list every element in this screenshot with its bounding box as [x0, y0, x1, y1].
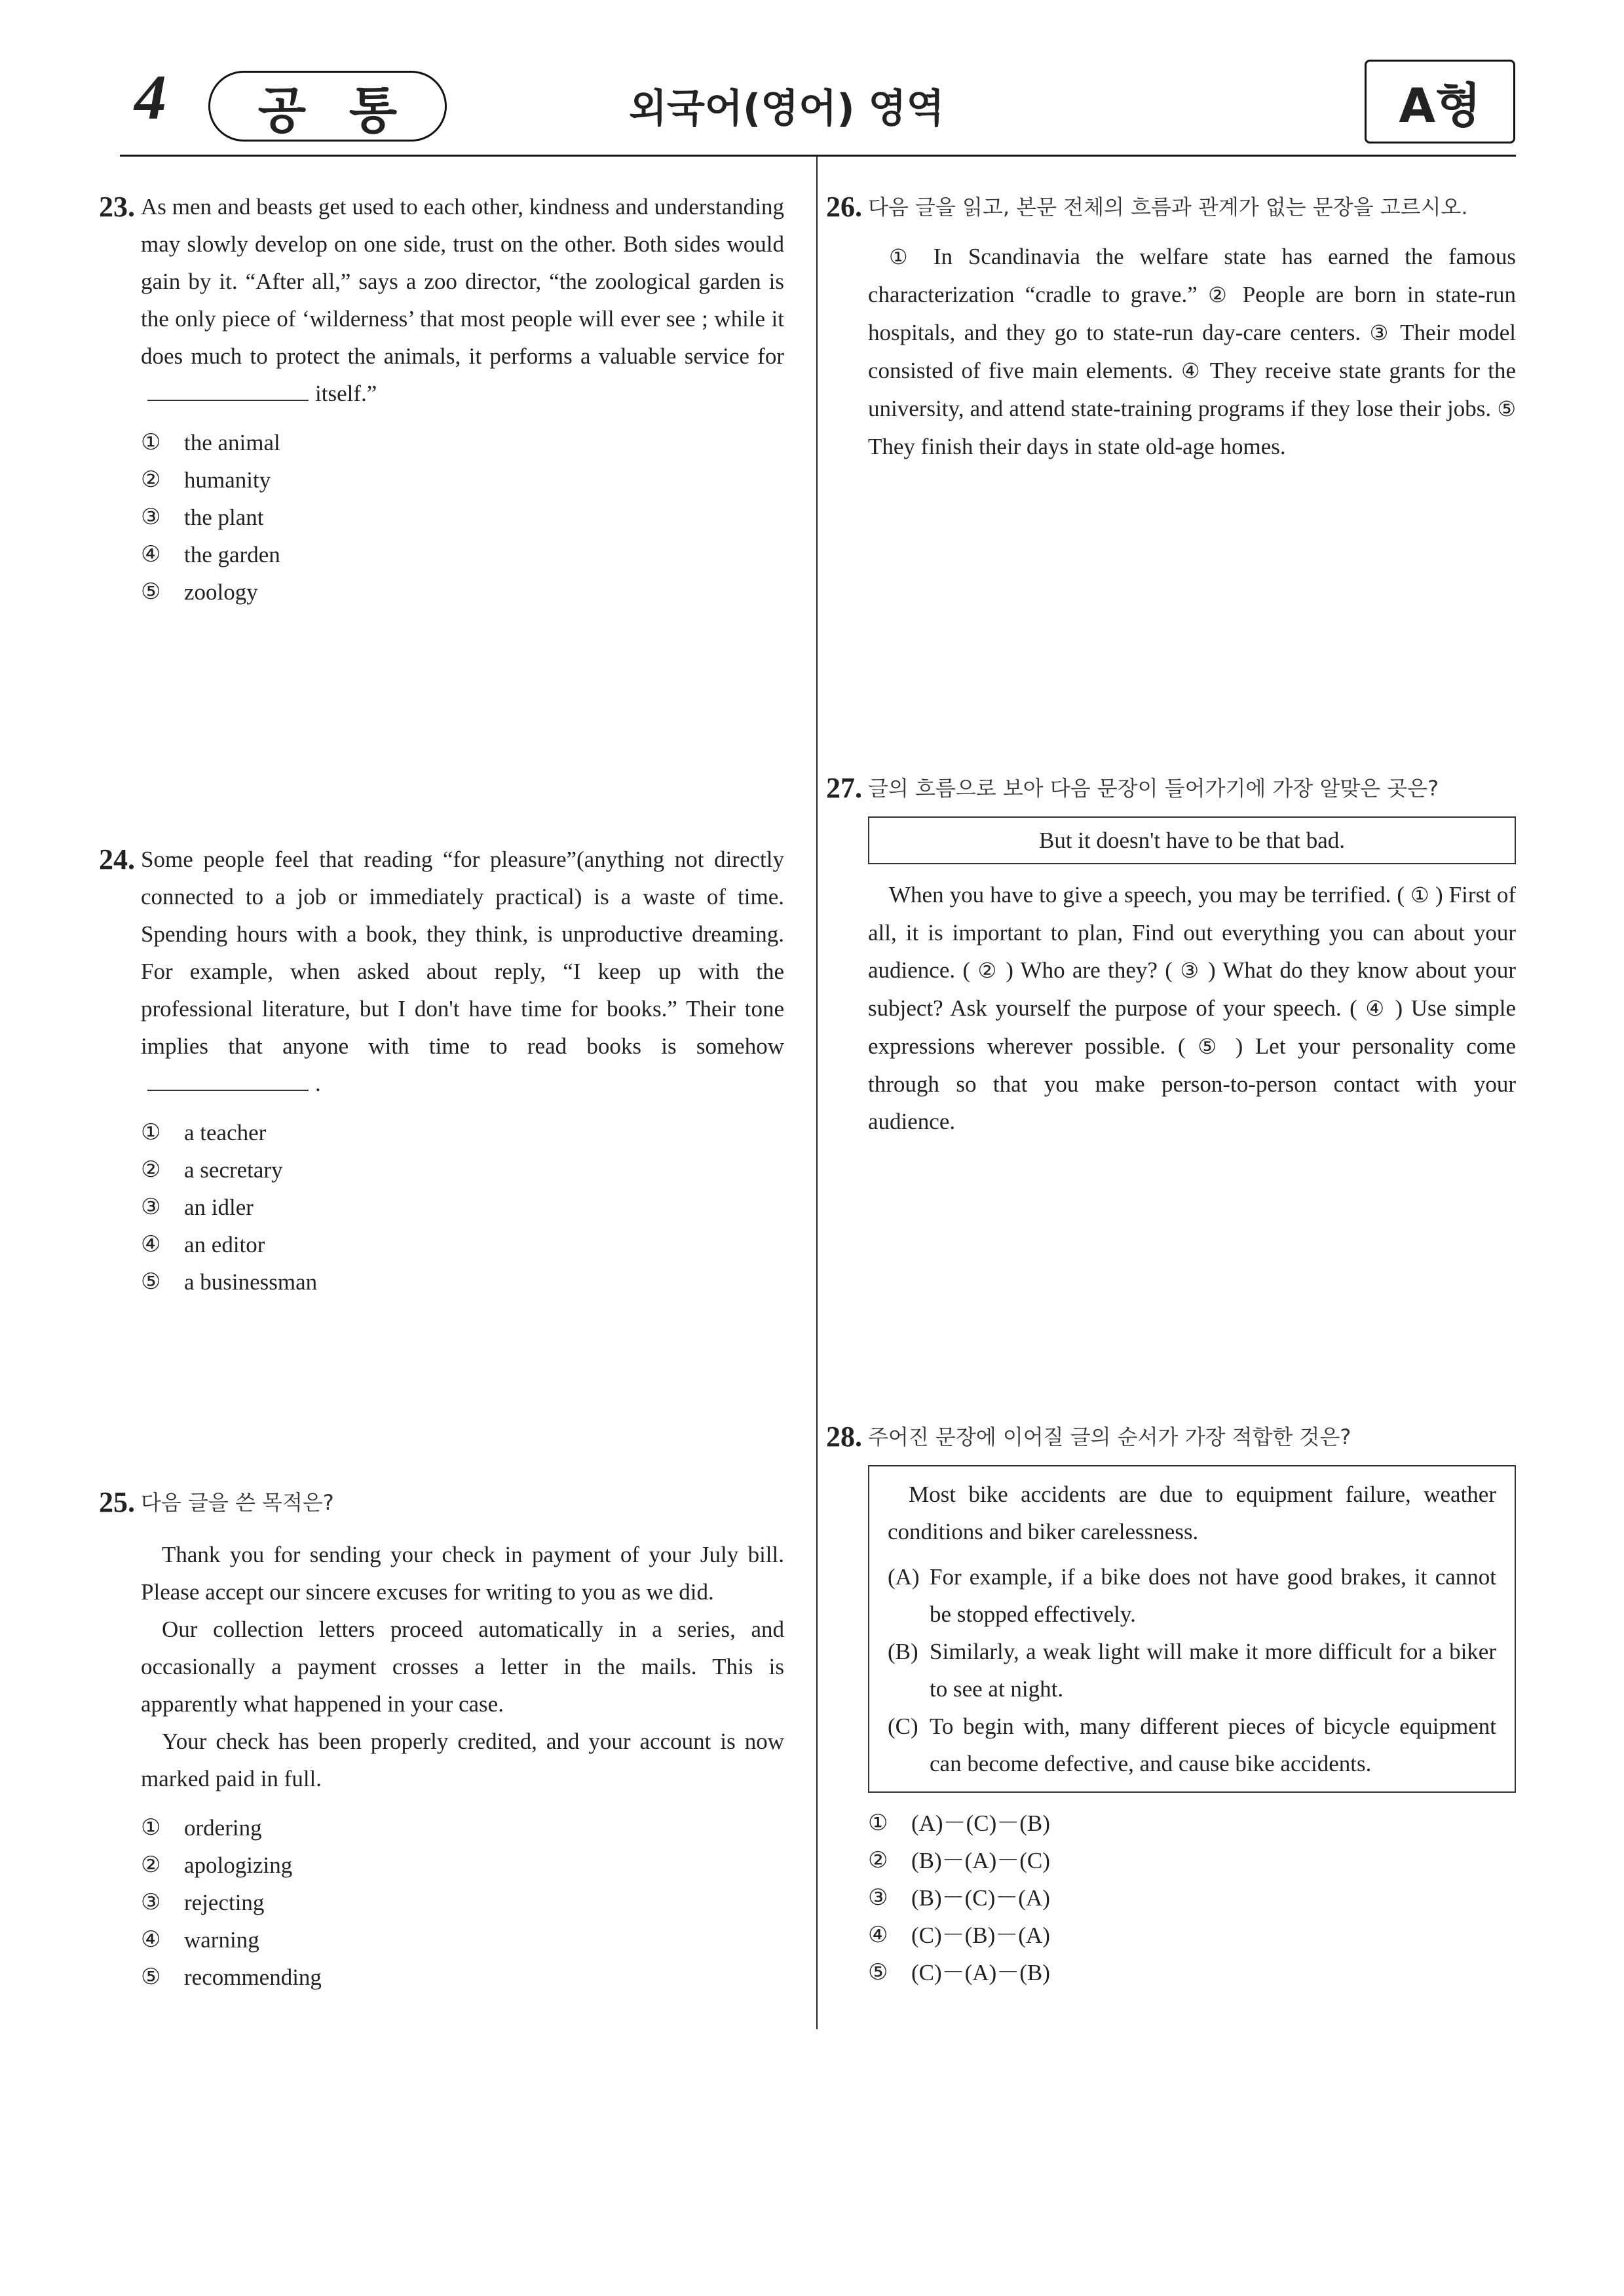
answer-choice[interactable]: ② a secretary — [141, 1157, 283, 1183]
answer-choice[interactable]: ⑤ a businessman — [141, 1269, 318, 1295]
answer-choices — [847, 1805, 1516, 1991]
question-25 — [99, 1483, 784, 1996]
sentence-marker: ④ — [1181, 358, 1203, 383]
insertion-point[interactable]: ④ — [1365, 996, 1387, 1021]
sentence-marker: ① — [889, 244, 918, 269]
answer-choice[interactable]: ⑤ (C)－(A)－(B) — [868, 1959, 1050, 1985]
passage-sentence: They receive state grants for the university, and attend state-training programs if they lose their jobs. — [868, 358, 1517, 421]
passage-box — [868, 1465, 1516, 1793]
insertion-point[interactable]: ⑤ — [1198, 1034, 1223, 1059]
subject-badge — [208, 71, 447, 142]
page-title: 외국어(영어) 영역 — [629, 86, 945, 132]
question-number: 28. — [826, 1421, 862, 1453]
passage-paragraph: Your check has been properly credited, and your account is now marked paid in full. — [141, 1729, 784, 1791]
answer-choice[interactable]: ① (A)－(C)－(B) — [868, 1810, 1050, 1836]
answer-choice[interactable]: ④ warning — [141, 1926, 259, 1953]
answer-blank — [147, 1070, 309, 1091]
passage-sentence: People are born in state-run hospitals, and they go to state-run day-care centers. — [868, 282, 1517, 345]
answer-blank — [147, 380, 309, 401]
question-prompt: 다음 글을 쓴 목적은? — [141, 1490, 334, 1515]
subject-char-1: 공 — [257, 81, 307, 140]
passage: When you have to give a speech, you may be terrified. ( ① ) First of all, it is important to plan, Find out everything you can about your audience. ( ② ) Who are they? ( ③ ) What do they know about your subject? Ask yourself the purpose of your speech. ( ④ ) Use simple expressions wherever possible. ( ⑤ ) Let your personality come through so that you make person-to-person contact with your audience. — [868, 882, 1517, 1134]
answer-choice[interactable]: ③ the plant — [141, 504, 264, 530]
sentence-marker: ⑤ — [1497, 396, 1517, 421]
passage-sentence: Their model consisted of five main elements. — [868, 320, 1517, 383]
answer-choice[interactable]: ① the animal — [141, 429, 280, 455]
question-stem-end: itself.” — [315, 381, 377, 406]
question-27 — [826, 769, 1517, 1140]
answer-choice[interactable]: ③ an idler — [141, 1194, 254, 1220]
question-prompt: 다음 글을 읽고, 본문 전체의 흐름과 관계가 없는 문장을 고르시오. — [868, 195, 1468, 220]
passage-sentence: They finish their days in state old-age homes. — [868, 434, 1286, 459]
paragraph-option-c: (C) To begin with, many different pieces of bicycle equipment can become defective, and cause bike accidents. — [888, 1713, 1496, 1776]
question-number: 25. — [99, 1486, 135, 1518]
answer-choices — [120, 1114, 784, 1301]
column-divider — [816, 157, 818, 2029]
insertion-point[interactable]: ① — [1410, 883, 1429, 908]
question-number: 24. — [99, 843, 135, 875]
question-prompt: 주어진 문장에 이어질 글의 순서가 가장 적합한 것은? — [868, 1425, 1351, 1449]
question-stem: Some people feel that reading “for pleasure”(anything not directly connected to a job or immediately practical) is a waste of time. Spending hours with a book, they think, is unproductive dreaming. For example, when asked about reply, “I keep up with the professional literature, but I don't have time for books.” Their tone implies that anyone with time to read books is somehow — [141, 847, 784, 1059]
question-number: 26. — [826, 191, 862, 223]
passage-paragraph: Thank you for sending your check in payment of your July bill. Please accept our sincere excuses for writing to you as we did. — [141, 1542, 784, 1605]
question-stem: As men and beasts get used to each other, kindness and understanding may slowly develop on one side, trust on the other. Both sides would gain by it. “After all,” says a zoo director, “the zoological garden is the only piece of ‘wilderness’ that most people will ever see ; while it does much to protect the animals, it performs a valuable service for — [141, 194, 784, 369]
question-number: 23. — [99, 191, 135, 223]
header-divider — [120, 155, 1516, 157]
answer-choice[interactable]: ① a teacher — [141, 1119, 267, 1145]
sentence-marker: ② — [1208, 282, 1232, 307]
page-number: 4 — [134, 62, 166, 133]
passage-sentence: In Scandinavia the welfare state has earned the famous characterization “cradle to grave.” — [868, 244, 1517, 307]
answer-choices — [120, 424, 784, 611]
sentence-marker: ③ — [1369, 320, 1392, 345]
question-stem-end: . — [315, 1071, 321, 1096]
passage — [120, 1536, 784, 1797]
question-prompt: 글의 흐름으로 보아 다음 문장이 들어가기에 가장 알맞은 곳은? — [868, 776, 1439, 801]
subject-char-2: 통 — [349, 81, 398, 140]
paragraph-option-a: (A) For example, if a bike does not have good brakes, it cannot be stopped effectively. — [888, 1564, 1496, 1627]
answer-choice[interactable]: ⑤ zoology — [141, 579, 258, 605]
answer-choice[interactable]: ③ (B)－(C)－(A) — [868, 1885, 1050, 1911]
passage-paragraph: Our collection letters proceed automatically in a series, and occasionally a payment crosses a letter in the mails. This is apparently what happened in your case. — [141, 1617, 784, 1717]
given-sentence-box: But it doesn't have to be that bad. — [868, 816, 1516, 864]
question-23 — [99, 188, 784, 611]
insertion-point[interactable]: ③ — [1180, 958, 1201, 983]
answer-choice[interactable]: ④ an editor — [141, 1231, 265, 1257]
question-26 — [826, 188, 1517, 465]
answer-choice[interactable]: ③ rejecting — [141, 1889, 265, 1915]
answer-choice[interactable]: ④ (C)－(B)－(A) — [868, 1922, 1050, 1948]
question-28 — [826, 1418, 1516, 1991]
answer-choice[interactable]: ② (B)－(A)－(C) — [868, 1847, 1050, 1873]
answer-choices — [120, 1809, 784, 1996]
answer-choice[interactable]: ① ordering — [141, 1814, 262, 1841]
passage — [847, 238, 1516, 465]
insertion-point[interactable]: ② — [977, 958, 998, 983]
question-24 — [99, 841, 784, 1301]
answer-choice[interactable]: ④ the garden — [141, 541, 280, 567]
intro-sentence: Most bike accidents are due to equipment failure, weather conditions and biker carelessness. — [888, 1482, 1496, 1544]
exam-type-badge: A형 — [1365, 60, 1515, 144]
answer-choice[interactable]: ② humanity — [141, 467, 271, 493]
answer-choice[interactable]: ② apologizing — [141, 1852, 293, 1878]
paragraph-option-b: (B) Similarly, a weak light will make it more difficult for a biker to see at night. — [888, 1639, 1496, 1702]
question-number: 27. — [826, 772, 862, 804]
answer-choice[interactable]: ⑤ recommending — [141, 1964, 322, 1990]
